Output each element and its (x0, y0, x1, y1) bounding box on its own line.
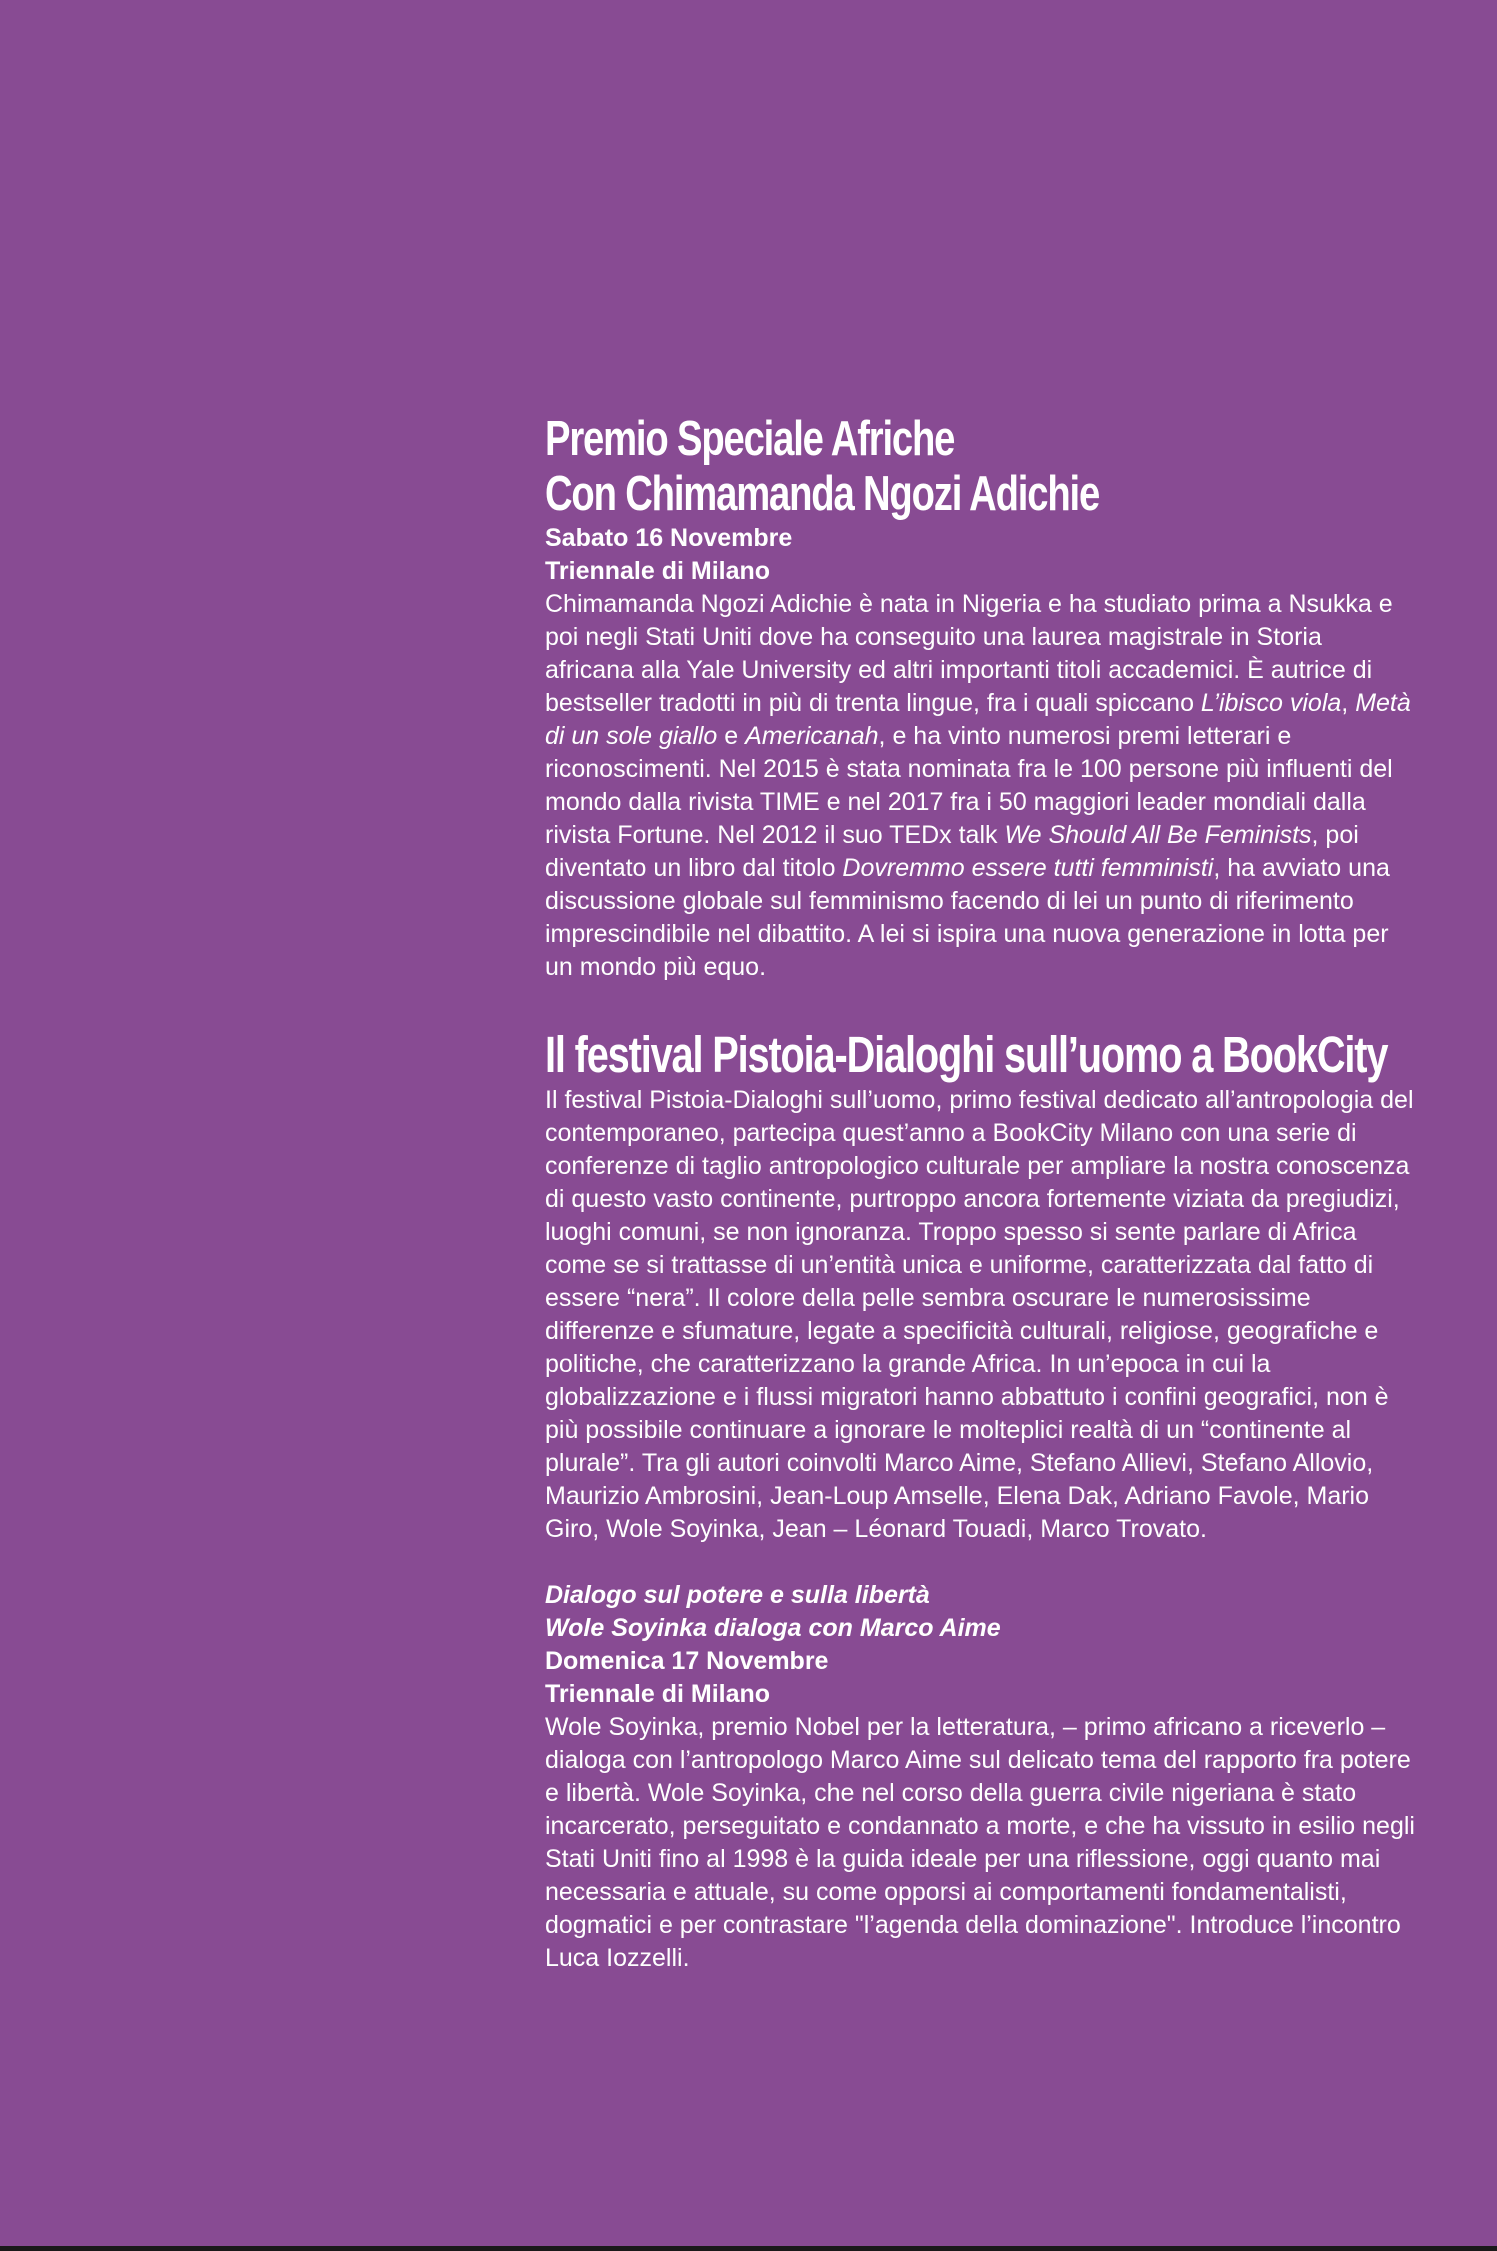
event-venue: Triennale di Milano (545, 1680, 771, 1708)
talk-title: We Should All Be Feminists (1004, 821, 1312, 849)
body-text: Chimamanda Ngozi Adichie è nata in Nigeria e ha studiato prima a Nsukka e poi negli Stati Uniti dove ha conseguito una laurea magistrale in Storia africana alla Yale University ed altri importanti titoli accademici. È autrice di bestseller tradotti in più di trenta lingue, fra i quali spiccano (545, 590, 1393, 717)
event-venue: Triennale di Milano (545, 557, 771, 585)
body-text: , ha avviato una discussione globale sul femminismo facendo di lei un punto di riferimento imprescindibile nel dibattito. A lei si ispira una nuova generazione in lotta per un mondo più equo. (545, 854, 1390, 981)
book-title: Dovremmo essere tutti femministi (842, 854, 1214, 882)
dialogo-potere-section (545, 1579, 1415, 1975)
event-date: Domenica 17 Novembre (545, 1647, 829, 1675)
section-body: Il festival Pistoia-Dialoghi sull’uomo, primo festival dedicato all’antropologia del contemporaneo, partecipa quest’anno a BookCity Milano con una serie di conferenze di taglio antropologico culturale per ampliare la nostra conoscenza di questo vasto continente, purtroppo ancora fortemente viziata da pregiudizi, luoghi comuni, se non ignoranza. Troppo spesso si sente parlare di Africa come se si trattasse di un’entità unica e uniforme, caratterizzata dal fatto di essere “nera”. Il colore della pelle sembra oscurare le numerosissime differenze e sfumature, legate a specificità culturali, religiose, geografiche e politiche, che caratterizzano la grande Africa. In un’epoca in cui la globalizzazione e i flussi migratori hanno abbattuto i confini geografici, non è più possibile continuare a ignorare le molteplici realtà di un “continente al plurale”. Tra gli autori coinvolti Marco Aime, Stefano Allievi, Stefano Allovio, Maurizio Ambrosini, Jean-Loup Amselle, Elena Dak, Adriano Favole, Mario Giro, Wole Soyinka, Jean – Léonard Touadi, Marco Trovato. (545, 1086, 1414, 1543)
section-title-line-1: Premio Speciale Afriche (545, 412, 955, 466)
section-body: Wole Soyinka, premio Nobel per la letteratura, – primo africano a riceverlo – dialoga con l’antropologo Marco Aime sul delicato tema del rapporto fra potere e libertà. Wole Soyinka, che nel corso della guerra civile nigeriana è stato incarcerato, perseguitato e condannato a morte, e che ha vissuto in esilio negli Stati Uniti fino al 1998 è la guida ideale per una riflessione, oggi quanto mai necessaria e attuale, su come opporsi ai comportamenti fondamentalisti, dogmatici e per contrastare "l’agenda della dominazione". Introduce l’incontro Luca Iozzelli. (545, 1713, 1415, 1972)
premio-speciale-section (545, 412, 1415, 984)
pistoia-dialoghi-section (545, 1026, 1415, 1546)
event-title: Dialogo sul potere e sulla libertà (545, 1581, 930, 1609)
book-title: Americanah (745, 722, 879, 750)
content-column (545, 412, 1415, 1975)
event-subtitle: Wole Soyinka dialoga con Marco Aime (545, 1614, 1001, 1642)
event-date: Sabato 16 Novembre (545, 524, 793, 552)
body-text: , e ha vinto numerosi premi letterari e riconoscimenti. Nel 2015 è stata nominata fra le 100 persone più influenti del mondo dalla rivista TIME e nel 2017 fra i 50 maggiori leader mondiali dalla rivista Fortune. Nel 2012 il suo TEDx talk (545, 722, 1393, 849)
book-title: Metà di un sole giallo (545, 689, 1411, 750)
bottom-rule (0, 2246, 1497, 2251)
body-text: , poi diventato un libro dal titolo (545, 821, 1359, 882)
body-text: e (717, 722, 746, 750)
section-title-line-2: Con Chimamanda Ngozi Adichie (545, 467, 1100, 521)
section-title: Il festival Pistoia-Dialoghi sull’uomo a BookCity (545, 1026, 1388, 1083)
book-title: L’ibisco viola (1200, 689, 1342, 717)
section-body (545, 588, 1415, 984)
body-text: , (1341, 689, 1356, 717)
